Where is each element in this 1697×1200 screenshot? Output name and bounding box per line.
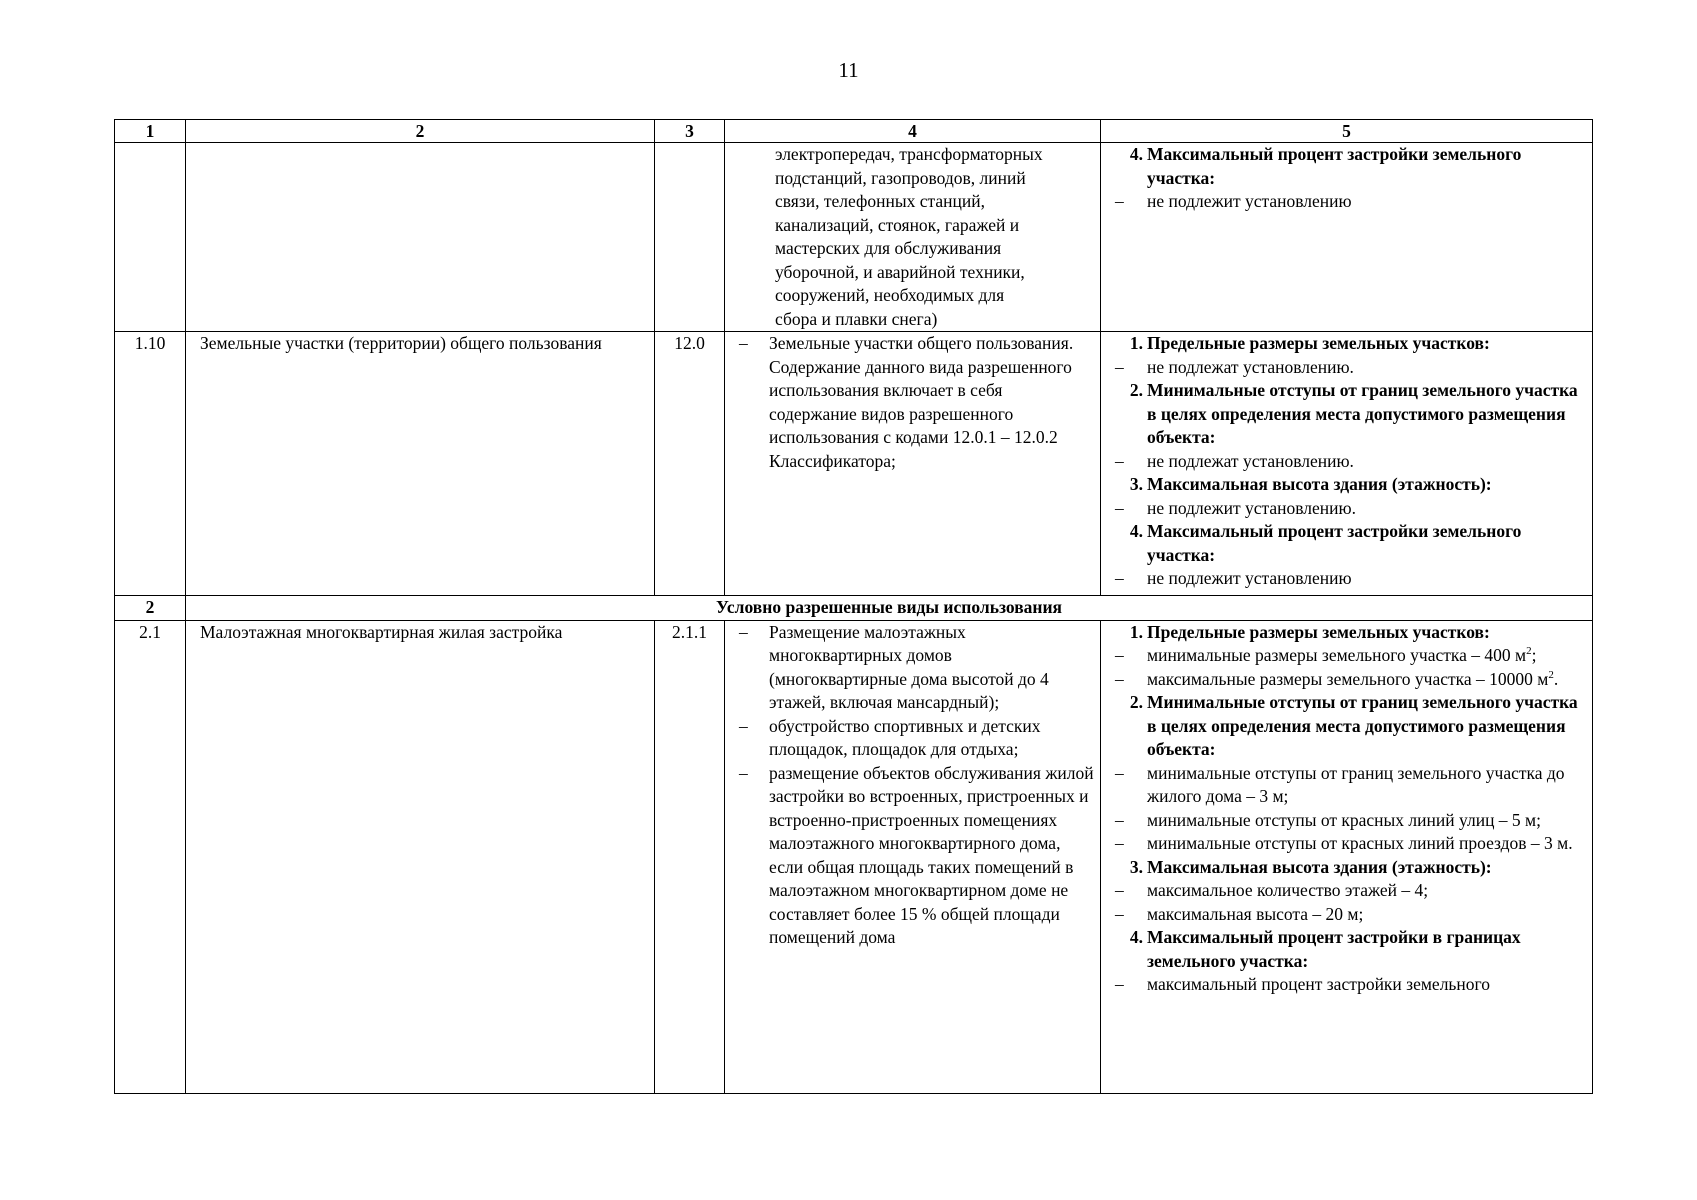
text-line: электропередач, трансформаторных bbox=[775, 144, 1043, 164]
item-text: минимальные отступы от красных линий улиц – 5 м; bbox=[1147, 809, 1541, 830]
number-marker: 4. bbox=[1129, 144, 1143, 164]
section-title: Условно разрешенные виды использования bbox=[186, 596, 1593, 621]
cell-parameters bbox=[1101, 620, 1593, 1093]
zoning-table bbox=[114, 119, 1593, 1094]
dash-marker: – bbox=[1115, 450, 1124, 471]
table-row-2-1 bbox=[115, 620, 1593, 1093]
cell-description bbox=[725, 332, 1101, 596]
dash-marker: – bbox=[1115, 356, 1124, 377]
table-row-1-10 bbox=[115, 332, 1593, 596]
parameter-heading bbox=[1113, 856, 1584, 880]
superscript: 2 bbox=[1526, 645, 1532, 658]
text-line: сооружений, необходимых для bbox=[775, 285, 1005, 305]
item-text: Земельные участки общего пользования. Содержание данного вида разрешенного использования включает в себя содержание видов разрешенного использования с кодами 12.0.1 – 12.0.2 Классификатора; bbox=[769, 333, 1074, 471]
parameter-heading bbox=[1113, 691, 1584, 762]
text-line: сбора и плавки снега) bbox=[775, 308, 938, 329]
dash-marker: – bbox=[739, 762, 748, 783]
number-marker: 2. bbox=[1129, 380, 1143, 400]
item-text: максимальное количество этажей – 4; bbox=[1147, 880, 1429, 900]
parameter-heading bbox=[1113, 143, 1584, 190]
item-text: Максимальная высота здания (этажность): bbox=[1147, 856, 1492, 877]
text-line: мастерских для обслуживания bbox=[775, 238, 1002, 258]
item-text: Размещение малоэтажных многоквартирных домов (многоквартирные дома высотой до 4 этажей, включая мансардный); bbox=[769, 621, 1049, 712]
cell-name: Малоэтажная многоквартирная жилая застройка bbox=[186, 620, 655, 1093]
parameter-heading bbox=[1113, 621, 1584, 645]
dash-marker: – bbox=[1115, 880, 1124, 900]
text-line: подстанций, газопроводов, линий bbox=[775, 167, 1026, 188]
parameter-heading bbox=[1113, 332, 1584, 356]
item-text: Предельные размеры земельных участков: bbox=[1147, 621, 1490, 642]
cell-name bbox=[186, 143, 655, 332]
dash-marker: – bbox=[739, 621, 748, 642]
dash-marker: – bbox=[1115, 903, 1124, 924]
parameter-value bbox=[1113, 450, 1584, 474]
number-marker: 3. bbox=[1129, 856, 1143, 877]
header-col-1: 1 bbox=[115, 120, 186, 143]
dash-marker: – bbox=[739, 715, 748, 736]
header-col-2: 2 bbox=[186, 120, 655, 143]
item-text: максимальный процент застройки земельного bbox=[1147, 974, 1491, 994]
number-marker: 1. bbox=[1129, 333, 1143, 353]
parameter-value bbox=[1113, 644, 1584, 668]
item-text: Максимальный процент застройки в границах земельного участка: bbox=[1147, 927, 1521, 971]
item-text: не подлежит установлению. bbox=[1147, 497, 1356, 518]
item-text: Предельные размеры земельных участков: bbox=[1147, 333, 1490, 353]
item-text: не подлежат установлению. bbox=[1147, 356, 1354, 377]
parameter-heading bbox=[1113, 473, 1584, 497]
cell-parameters bbox=[1101, 332, 1593, 596]
item-text: минимальные отступы от границ земельного участка до жилого дома – 3 м; bbox=[1147, 762, 1565, 806]
dash-marker: – bbox=[1115, 974, 1124, 994]
table-row-continued bbox=[115, 143, 1593, 332]
cell-num bbox=[115, 143, 186, 332]
item-text: не подлежит установлению bbox=[1147, 191, 1352, 211]
page-number: 11 bbox=[838, 58, 859, 82]
cell-name: Земельные участки (территории) общего пользования bbox=[186, 332, 655, 596]
cell-description bbox=[725, 143, 1101, 332]
parameter-value bbox=[1113, 356, 1584, 380]
parameter-value bbox=[1113, 809, 1584, 833]
list-item bbox=[731, 715, 1094, 762]
parameter-value bbox=[1113, 762, 1584, 809]
header-col-4: 4 bbox=[725, 120, 1101, 143]
parameter-value bbox=[1113, 190, 1584, 214]
item-text: максимальная высота – 20 м; bbox=[1147, 903, 1364, 924]
list-item bbox=[731, 621, 1094, 715]
cell-code bbox=[655, 143, 725, 332]
dash-marker: – bbox=[1115, 833, 1124, 853]
item-text: Максимальный процент застройки земельного участка: bbox=[1147, 144, 1522, 188]
header-col-5: 5 bbox=[1101, 120, 1593, 143]
item-text: не подлежит установлению bbox=[1147, 568, 1352, 588]
parameter-value bbox=[1113, 879, 1584, 903]
section-num: 2 bbox=[115, 596, 186, 621]
list-item bbox=[731, 332, 1094, 473]
text-line: уборочной, и аварийной техники, bbox=[775, 261, 1025, 282]
number-marker: 2. bbox=[1129, 692, 1143, 712]
dash-marker: – bbox=[1115, 568, 1124, 588]
header-row bbox=[115, 120, 1593, 143]
dash-marker: – bbox=[1115, 497, 1124, 518]
item-text: обустройство спортивных и детских площадок, площадок для отдыха; bbox=[769, 715, 1041, 759]
cell-num: 1.10 bbox=[115, 332, 186, 596]
dash-marker: – bbox=[1115, 191, 1124, 211]
item-text: Минимальные отступы от границ земельного участка в целях определения места допустимого размещения объекта: bbox=[1147, 380, 1578, 447]
dash-marker: – bbox=[1115, 668, 1124, 689]
parameter-value bbox=[1113, 973, 1584, 997]
dash-marker: – bbox=[1115, 809, 1124, 830]
parameter-value bbox=[1113, 832, 1584, 856]
cell-description bbox=[725, 620, 1101, 1093]
parameter-heading bbox=[1113, 379, 1584, 450]
item-tail: ; bbox=[1531, 645, 1537, 665]
item-text: максимальные размеры земельного участка – 10000 м bbox=[1147, 668, 1549, 689]
section-row-2 bbox=[115, 596, 1593, 621]
dash-marker: – bbox=[1115, 762, 1124, 783]
superscript: 2 bbox=[1548, 668, 1554, 681]
parameter-value bbox=[1113, 567, 1584, 591]
text-line: канализаций, стоянок, гаражей и bbox=[775, 214, 1020, 235]
item-text: минимальные отступы от красных линий проездов – 3 м. bbox=[1147, 833, 1573, 853]
cell-parameters bbox=[1101, 143, 1593, 332]
item-text: Максимальный процент застройки земельного участка: bbox=[1147, 521, 1522, 565]
number-marker: 4. bbox=[1129, 927, 1143, 947]
item-tail: . bbox=[1553, 668, 1559, 689]
cell-num: 2.1 bbox=[115, 620, 186, 1093]
dash-marker: – bbox=[739, 333, 748, 353]
parameter-heading bbox=[1113, 926, 1584, 973]
number-marker: 4. bbox=[1129, 521, 1143, 541]
list-item bbox=[731, 762, 1094, 950]
dash-marker: – bbox=[1115, 645, 1124, 665]
number-marker: 1. bbox=[1129, 621, 1143, 642]
item-text: Минимальные отступы от границ земельного участка в целях определения места допустимого размещения объекта: bbox=[1147, 692, 1578, 759]
header-col-3: 3 bbox=[655, 120, 725, 143]
item-text: минимальные размеры земельного участка – 400 м bbox=[1147, 645, 1527, 665]
item-text: Максимальная высота здания (этажность): bbox=[1147, 474, 1492, 494]
number-marker: 3. bbox=[1129, 474, 1143, 494]
parameter-value bbox=[1113, 497, 1584, 521]
item-text: не подлежат установлению. bbox=[1147, 450, 1354, 471]
cell-code: 12.0 bbox=[655, 332, 725, 596]
cell-code: 2.1.1 bbox=[655, 620, 725, 1093]
parameter-value bbox=[1113, 903, 1584, 927]
text-line: связи, телефонных станций, bbox=[775, 191, 985, 211]
parameter-heading bbox=[1113, 520, 1584, 567]
parameter-value bbox=[1113, 668, 1584, 692]
item-text: размещение объектов обслуживания жилой застройки во встроенных, пристроенных и встроенно-пристроенных помещениях малоэтажного многоквартирного дома, если общая площадь таких помещений в малоэтажном многоквартирном доме не составляет более 15 % общей площади помещений дома bbox=[769, 762, 1094, 947]
